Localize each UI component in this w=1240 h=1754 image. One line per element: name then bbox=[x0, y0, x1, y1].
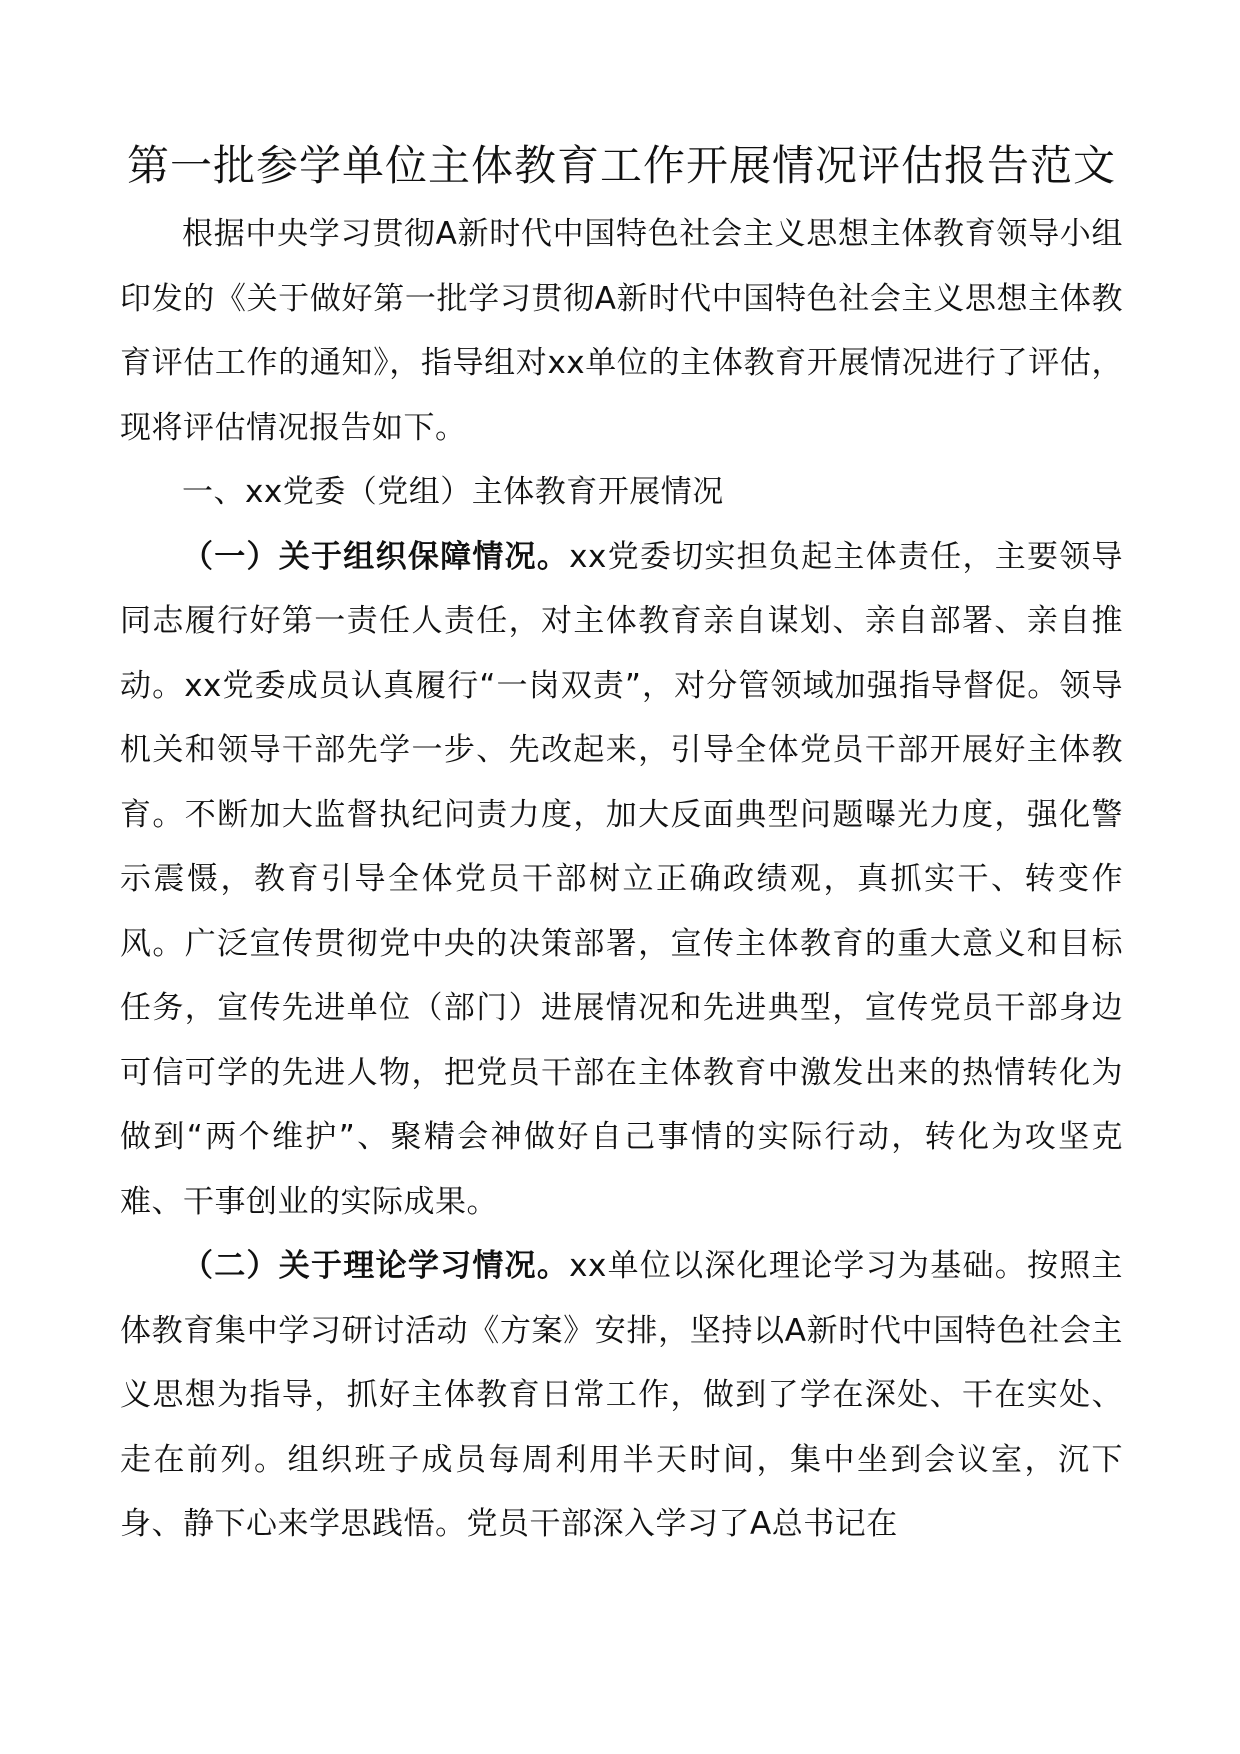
section-heading: 一、xx党委（党组）主体教育开展情况 bbox=[182, 474, 724, 510]
item-body-2: xx单位以深化理论学习为基础。按照主体教育集中学习研讨活动《方案》安排，坚持以A新时代中国特色社会主义思想为指导，抓好主体教育日常工作，做到了学在深处、干在实处、走在前列。组织班子成员每周利用半天时间，集中坐到会议室，沉下身、静下心来学思践悟。党员干部深入学习了A总书记在 bbox=[120, 1248, 1124, 1542]
item-paragraph-1 bbox=[120, 525, 1123, 1235]
item-body-1: xx党委切实担负起主体责任，主要领导同志履行好第一责任人责任，对主体教育亲自谋划、亲自部署、亲自推动。xx党委成员认真履行“一岗双责”，对分管领域加强指导督促。领导机关和领导干部先学一步、先改起来，引导全体党员干部开展好主体教育。不断加大监督执纪问责力度，加大反面典型问题曝光力度，强化警示震慑，教育引导全体党员干部树立正确政绩观，真抓实干、转变作风。广泛宣传贯彻党中央的决策部署，宣传主体教育的重大意义和目标任务，宣传先进单位（部门）进展情况和先进典型，宣传党员干部身边可信可学的先进人物，把党员干部在主体教育中激发出来的热情转化为做到“两个维护”、聚精会神做好自己事情的实际行动，转化为攻坚克难、干事创业的实际成果。 bbox=[120, 538, 1124, 1220]
item-lead-1: （一）关于组织保障情况。 bbox=[182, 538, 570, 575]
document-title: 第一批参学单位主体教育工作开展情况评估报告范文 bbox=[126, 141, 1116, 190]
item-paragraph-2 bbox=[120, 1234, 1123, 1557]
item-lead-2: （二）关于理论学习情况。 bbox=[182, 1248, 570, 1284]
intro-paragraph: 根据中央学习贯彻A新时代中国特色社会主义思想主体教育领导小组印发的《关于做好第一批学习贯彻A新时代中国特色社会主义思想主体教育评估工作的通知》，指导组对xx单位的主体教育开展情况进行了评估，现将评估情况报告如下。 bbox=[120, 216, 1123, 446]
